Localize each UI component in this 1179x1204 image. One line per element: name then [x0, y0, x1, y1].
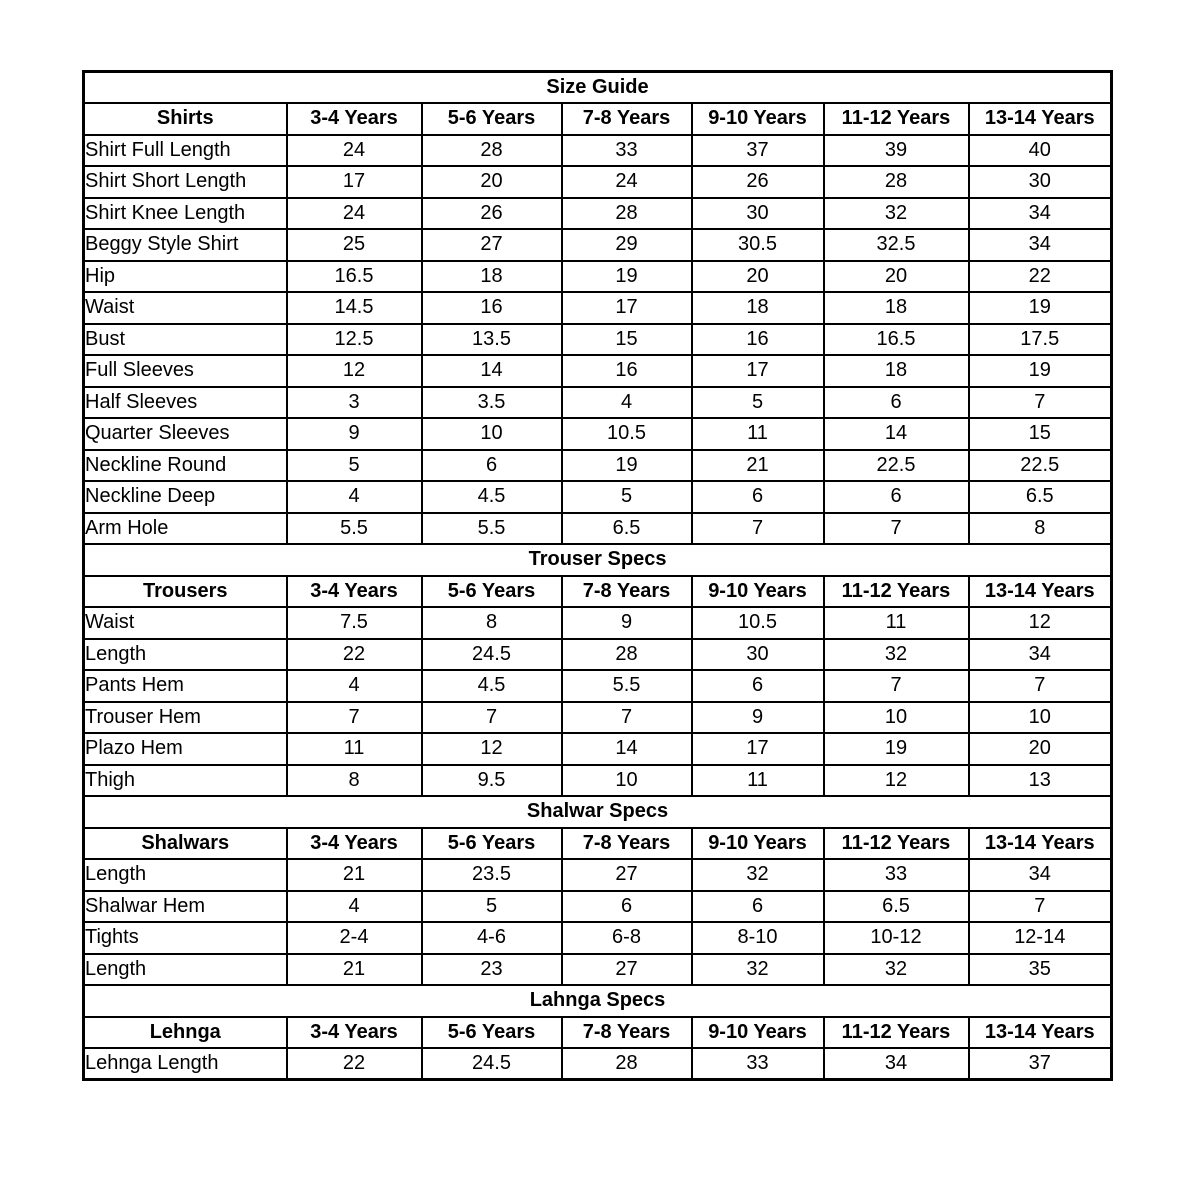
measurement-value: 40 [969, 135, 1112, 167]
measurement-label: Hip [84, 261, 287, 293]
measurement-label: Trouser Hem [84, 702, 287, 734]
measurement-value: 30.5 [692, 229, 824, 261]
measurement-value: 20 [422, 166, 562, 198]
measurement-value: 10 [422, 418, 562, 450]
section-title: Size Guide [84, 72, 1112, 104]
measurement-value: 37 [969, 1048, 1112, 1080]
measurement-value: 21 [287, 954, 422, 986]
measurement-value: 13.5 [422, 324, 562, 356]
table-row [84, 954, 1112, 986]
measurement-value: 7 [969, 387, 1112, 419]
age-column-header: 13-14 Years [969, 828, 1112, 860]
measurement-value: 20 [692, 261, 824, 293]
measurement-value: 8 [969, 513, 1112, 545]
measurement-value: 4 [562, 387, 692, 419]
measurement-value: 9.5 [422, 765, 562, 797]
measurement-value: 19 [969, 292, 1112, 324]
age-column-header: 9-10 Years [692, 828, 824, 860]
measurement-value: 18 [824, 292, 969, 324]
table-row [84, 639, 1112, 671]
measurement-label: Half Sleeves [84, 387, 287, 419]
measurement-value: 5 [692, 387, 824, 419]
measurement-value: 17 [692, 355, 824, 387]
table-row [84, 607, 1112, 639]
measurement-value: 28 [422, 135, 562, 167]
table-row [84, 513, 1112, 545]
measurement-value: 32 [692, 954, 824, 986]
group-label: Trousers [84, 576, 287, 608]
measurement-value: 10 [824, 702, 969, 734]
measurement-value: 10.5 [562, 418, 692, 450]
measurement-value: 22.5 [824, 450, 969, 482]
measurement-value: 34 [969, 229, 1112, 261]
measurement-label: Waist [84, 607, 287, 639]
table-row [84, 324, 1112, 356]
measurement-value: 23 [422, 954, 562, 986]
measurement-label: Length [84, 639, 287, 671]
measurement-value: 21 [692, 450, 824, 482]
measurement-value: 6 [562, 891, 692, 923]
measurement-value: 8 [422, 607, 562, 639]
measurement-value: 20 [969, 733, 1112, 765]
measurement-value: 3.5 [422, 387, 562, 419]
measurement-value: 9 [287, 418, 422, 450]
measurement-value: 12 [287, 355, 422, 387]
age-column-header: 7-8 Years [562, 103, 692, 135]
age-column-header: 13-14 Years [969, 103, 1112, 135]
table-row [84, 733, 1112, 765]
measurement-label: Tights [84, 922, 287, 954]
measurement-label: Bust [84, 324, 287, 356]
section-title-row [84, 796, 1112, 828]
table-row [84, 355, 1112, 387]
table-row [84, 229, 1112, 261]
measurement-value: 7 [824, 670, 969, 702]
measurement-label: Neckline Round [84, 450, 287, 482]
measurement-value: 6 [422, 450, 562, 482]
measurement-value: 10-12 [824, 922, 969, 954]
measurement-value: 8-10 [692, 922, 824, 954]
table-row [84, 135, 1112, 167]
measurement-value: 18 [422, 261, 562, 293]
measurement-value: 12 [969, 607, 1112, 639]
column-header-row [84, 1017, 1112, 1049]
measurement-value: 30 [969, 166, 1112, 198]
measurement-value: 12.5 [287, 324, 422, 356]
measurement-label: Length [84, 954, 287, 986]
age-column-header: 11-12 Years [824, 1017, 969, 1049]
age-column-header: 5-6 Years [422, 1017, 562, 1049]
measurement-value: 12 [422, 733, 562, 765]
table-row [84, 198, 1112, 230]
measurement-value: 22.5 [969, 450, 1112, 482]
measurement-value: 14 [422, 355, 562, 387]
measurement-label: Pants Hem [84, 670, 287, 702]
age-column-header: 5-6 Years [422, 576, 562, 608]
table-row [84, 481, 1112, 513]
age-column-header: 3-4 Years [287, 1017, 422, 1049]
measurement-value: 16.5 [287, 261, 422, 293]
measurement-value: 17 [562, 292, 692, 324]
column-header-row [84, 828, 1112, 860]
measurement-label: Shirt Short Length [84, 166, 287, 198]
measurement-value: 24 [562, 166, 692, 198]
table-row [84, 166, 1112, 198]
measurement-value: 14 [824, 418, 969, 450]
measurement-value: 30 [692, 198, 824, 230]
measurement-value: 6 [692, 891, 824, 923]
measurement-value: 32.5 [824, 229, 969, 261]
measurement-value: 7 [969, 891, 1112, 923]
age-column-header: 11-12 Years [824, 103, 969, 135]
measurement-value: 11 [692, 765, 824, 797]
measurement-value: 24 [287, 198, 422, 230]
measurement-value: 4 [287, 670, 422, 702]
measurement-value: 37 [692, 135, 824, 167]
measurement-value: 26 [692, 166, 824, 198]
group-label: Lehnga [84, 1017, 287, 1049]
measurement-value: 27 [562, 954, 692, 986]
measurement-value: 27 [422, 229, 562, 261]
measurement-value: 16 [562, 355, 692, 387]
age-column-header: 9-10 Years [692, 103, 824, 135]
measurement-value: 39 [824, 135, 969, 167]
group-label: Shirts [84, 103, 287, 135]
measurement-value: 22 [969, 261, 1112, 293]
measurement-value: 5 [287, 450, 422, 482]
measurement-value: 22 [287, 639, 422, 671]
age-column-header: 13-14 Years [969, 576, 1112, 608]
measurement-value: 5.5 [562, 670, 692, 702]
measurement-value: 17.5 [969, 324, 1112, 356]
table-row [84, 387, 1112, 419]
measurement-value: 20 [824, 261, 969, 293]
measurement-value: 17 [287, 166, 422, 198]
measurement-label: Length [84, 859, 287, 891]
measurement-value: 11 [692, 418, 824, 450]
age-column-header: 13-14 Years [969, 1017, 1112, 1049]
measurement-value: 14.5 [287, 292, 422, 324]
age-column-header: 7-8 Years [562, 828, 692, 860]
measurement-label: Arm Hole [84, 513, 287, 545]
measurement-value: 7.5 [287, 607, 422, 639]
measurement-value: 9 [692, 702, 824, 734]
measurement-value: 5.5 [422, 513, 562, 545]
measurement-value: 28 [824, 166, 969, 198]
measurement-value: 24 [287, 135, 422, 167]
table-row [84, 418, 1112, 450]
table-row [84, 702, 1112, 734]
measurement-value: 7 [824, 513, 969, 545]
table-row [84, 1048, 1112, 1080]
measurement-value: 13 [969, 765, 1112, 797]
measurement-value: 16 [422, 292, 562, 324]
age-column-header: 3-4 Years [287, 828, 422, 860]
table-row [84, 891, 1112, 923]
column-header-row [84, 103, 1112, 135]
measurement-value: 19 [969, 355, 1112, 387]
table-row [84, 922, 1112, 954]
measurement-value: 19 [824, 733, 969, 765]
size-guide-table [82, 70, 1113, 1081]
table-row [84, 292, 1112, 324]
section-title-row [84, 985, 1112, 1017]
table-row [84, 450, 1112, 482]
measurement-value: 19 [562, 450, 692, 482]
measurement-value: 6 [824, 481, 969, 513]
measurement-label: Beggy Style Shirt [84, 229, 287, 261]
measurement-value: 22 [287, 1048, 422, 1080]
measurement-value: 19 [562, 261, 692, 293]
measurement-value: 12 [824, 765, 969, 797]
measurement-value: 24.5 [422, 639, 562, 671]
measurement-label: Lehnga Length [84, 1048, 287, 1080]
section-title-row [84, 544, 1112, 576]
measurement-value: 28 [562, 639, 692, 671]
table-row [84, 765, 1112, 797]
measurement-value: 5 [562, 481, 692, 513]
section-title-row [84, 72, 1112, 104]
measurement-value: 18 [692, 292, 824, 324]
section-title: Trouser Specs [84, 544, 1112, 576]
measurement-label: Thigh [84, 765, 287, 797]
measurement-value: 6 [692, 670, 824, 702]
measurement-value: 34 [969, 859, 1112, 891]
measurement-value: 7 [422, 702, 562, 734]
measurement-value: 35 [969, 954, 1112, 986]
measurement-value: 6-8 [562, 922, 692, 954]
measurement-value: 4-6 [422, 922, 562, 954]
measurement-value: 24.5 [422, 1048, 562, 1080]
measurement-value: 10 [562, 765, 692, 797]
table-row [84, 261, 1112, 293]
measurement-value: 33 [562, 135, 692, 167]
measurement-label: Full Sleeves [84, 355, 287, 387]
measurement-value: 14 [562, 733, 692, 765]
measurement-value: 28 [562, 198, 692, 230]
measurement-value: 7 [287, 702, 422, 734]
measurement-label: Neckline Deep [84, 481, 287, 513]
group-label: Shalwars [84, 828, 287, 860]
measurement-value: 25 [287, 229, 422, 261]
table-row [84, 859, 1112, 891]
measurement-value: 12-14 [969, 922, 1112, 954]
measurement-value: 10 [969, 702, 1112, 734]
age-column-header: 11-12 Years [824, 576, 969, 608]
measurement-label: Shirt Knee Length [84, 198, 287, 230]
measurement-label: Shirt Full Length [84, 135, 287, 167]
section-title: Shalwar Specs [84, 796, 1112, 828]
column-header-row [84, 576, 1112, 608]
measurement-value: 34 [824, 1048, 969, 1080]
measurement-value: 3 [287, 387, 422, 419]
measurement-value: 34 [969, 198, 1112, 230]
measurement-value: 30 [692, 639, 824, 671]
measurement-label: Waist [84, 292, 287, 324]
measurement-value: 28 [562, 1048, 692, 1080]
age-column-header: 9-10 Years [692, 1017, 824, 1049]
age-column-header: 3-4 Years [287, 576, 422, 608]
measurement-label: Shalwar Hem [84, 891, 287, 923]
measurement-value: 7 [969, 670, 1112, 702]
age-column-header: 5-6 Years [422, 828, 562, 860]
measurement-value: 32 [824, 198, 969, 230]
measurement-value: 6.5 [824, 891, 969, 923]
measurement-value: 16.5 [824, 324, 969, 356]
measurement-value: 17 [692, 733, 824, 765]
age-column-header: 7-8 Years [562, 1017, 692, 1049]
measurement-value: 4 [287, 481, 422, 513]
measurement-value: 32 [824, 639, 969, 671]
measurement-value: 6.5 [562, 513, 692, 545]
measurement-value: 4.5 [422, 481, 562, 513]
age-column-header: 7-8 Years [562, 576, 692, 608]
measurement-label: Plazo Hem [84, 733, 287, 765]
table-row [84, 670, 1112, 702]
measurement-value: 4.5 [422, 670, 562, 702]
measurement-value: 9 [562, 607, 692, 639]
measurement-value: 15 [969, 418, 1112, 450]
measurement-value: 11 [287, 733, 422, 765]
measurement-value: 6 [692, 481, 824, 513]
age-column-header: 11-12 Years [824, 828, 969, 860]
measurement-value: 5.5 [287, 513, 422, 545]
measurement-value: 10.5 [692, 607, 824, 639]
measurement-value: 16 [692, 324, 824, 356]
measurement-value: 4 [287, 891, 422, 923]
measurement-value: 6 [824, 387, 969, 419]
measurement-value: 26 [422, 198, 562, 230]
measurement-value: 21 [287, 859, 422, 891]
measurement-value: 32 [692, 859, 824, 891]
measurement-value: 11 [824, 607, 969, 639]
measurement-value: 15 [562, 324, 692, 356]
measurement-value: 33 [692, 1048, 824, 1080]
age-column-header: 3-4 Years [287, 103, 422, 135]
measurement-value: 7 [562, 702, 692, 734]
section-title: Lahnga Specs [84, 985, 1112, 1017]
measurement-value: 6.5 [969, 481, 1112, 513]
age-column-header: 9-10 Years [692, 576, 824, 608]
measurement-value: 18 [824, 355, 969, 387]
measurement-label: Quarter Sleeves [84, 418, 287, 450]
measurement-value: 2-4 [287, 922, 422, 954]
measurement-value: 23.5 [422, 859, 562, 891]
measurement-value: 27 [562, 859, 692, 891]
measurement-value: 29 [562, 229, 692, 261]
measurement-value: 34 [969, 639, 1112, 671]
measurement-value: 8 [287, 765, 422, 797]
measurement-value: 7 [692, 513, 824, 545]
age-column-header: 5-6 Years [422, 103, 562, 135]
measurement-value: 5 [422, 891, 562, 923]
measurement-value: 32 [824, 954, 969, 986]
measurement-value: 33 [824, 859, 969, 891]
